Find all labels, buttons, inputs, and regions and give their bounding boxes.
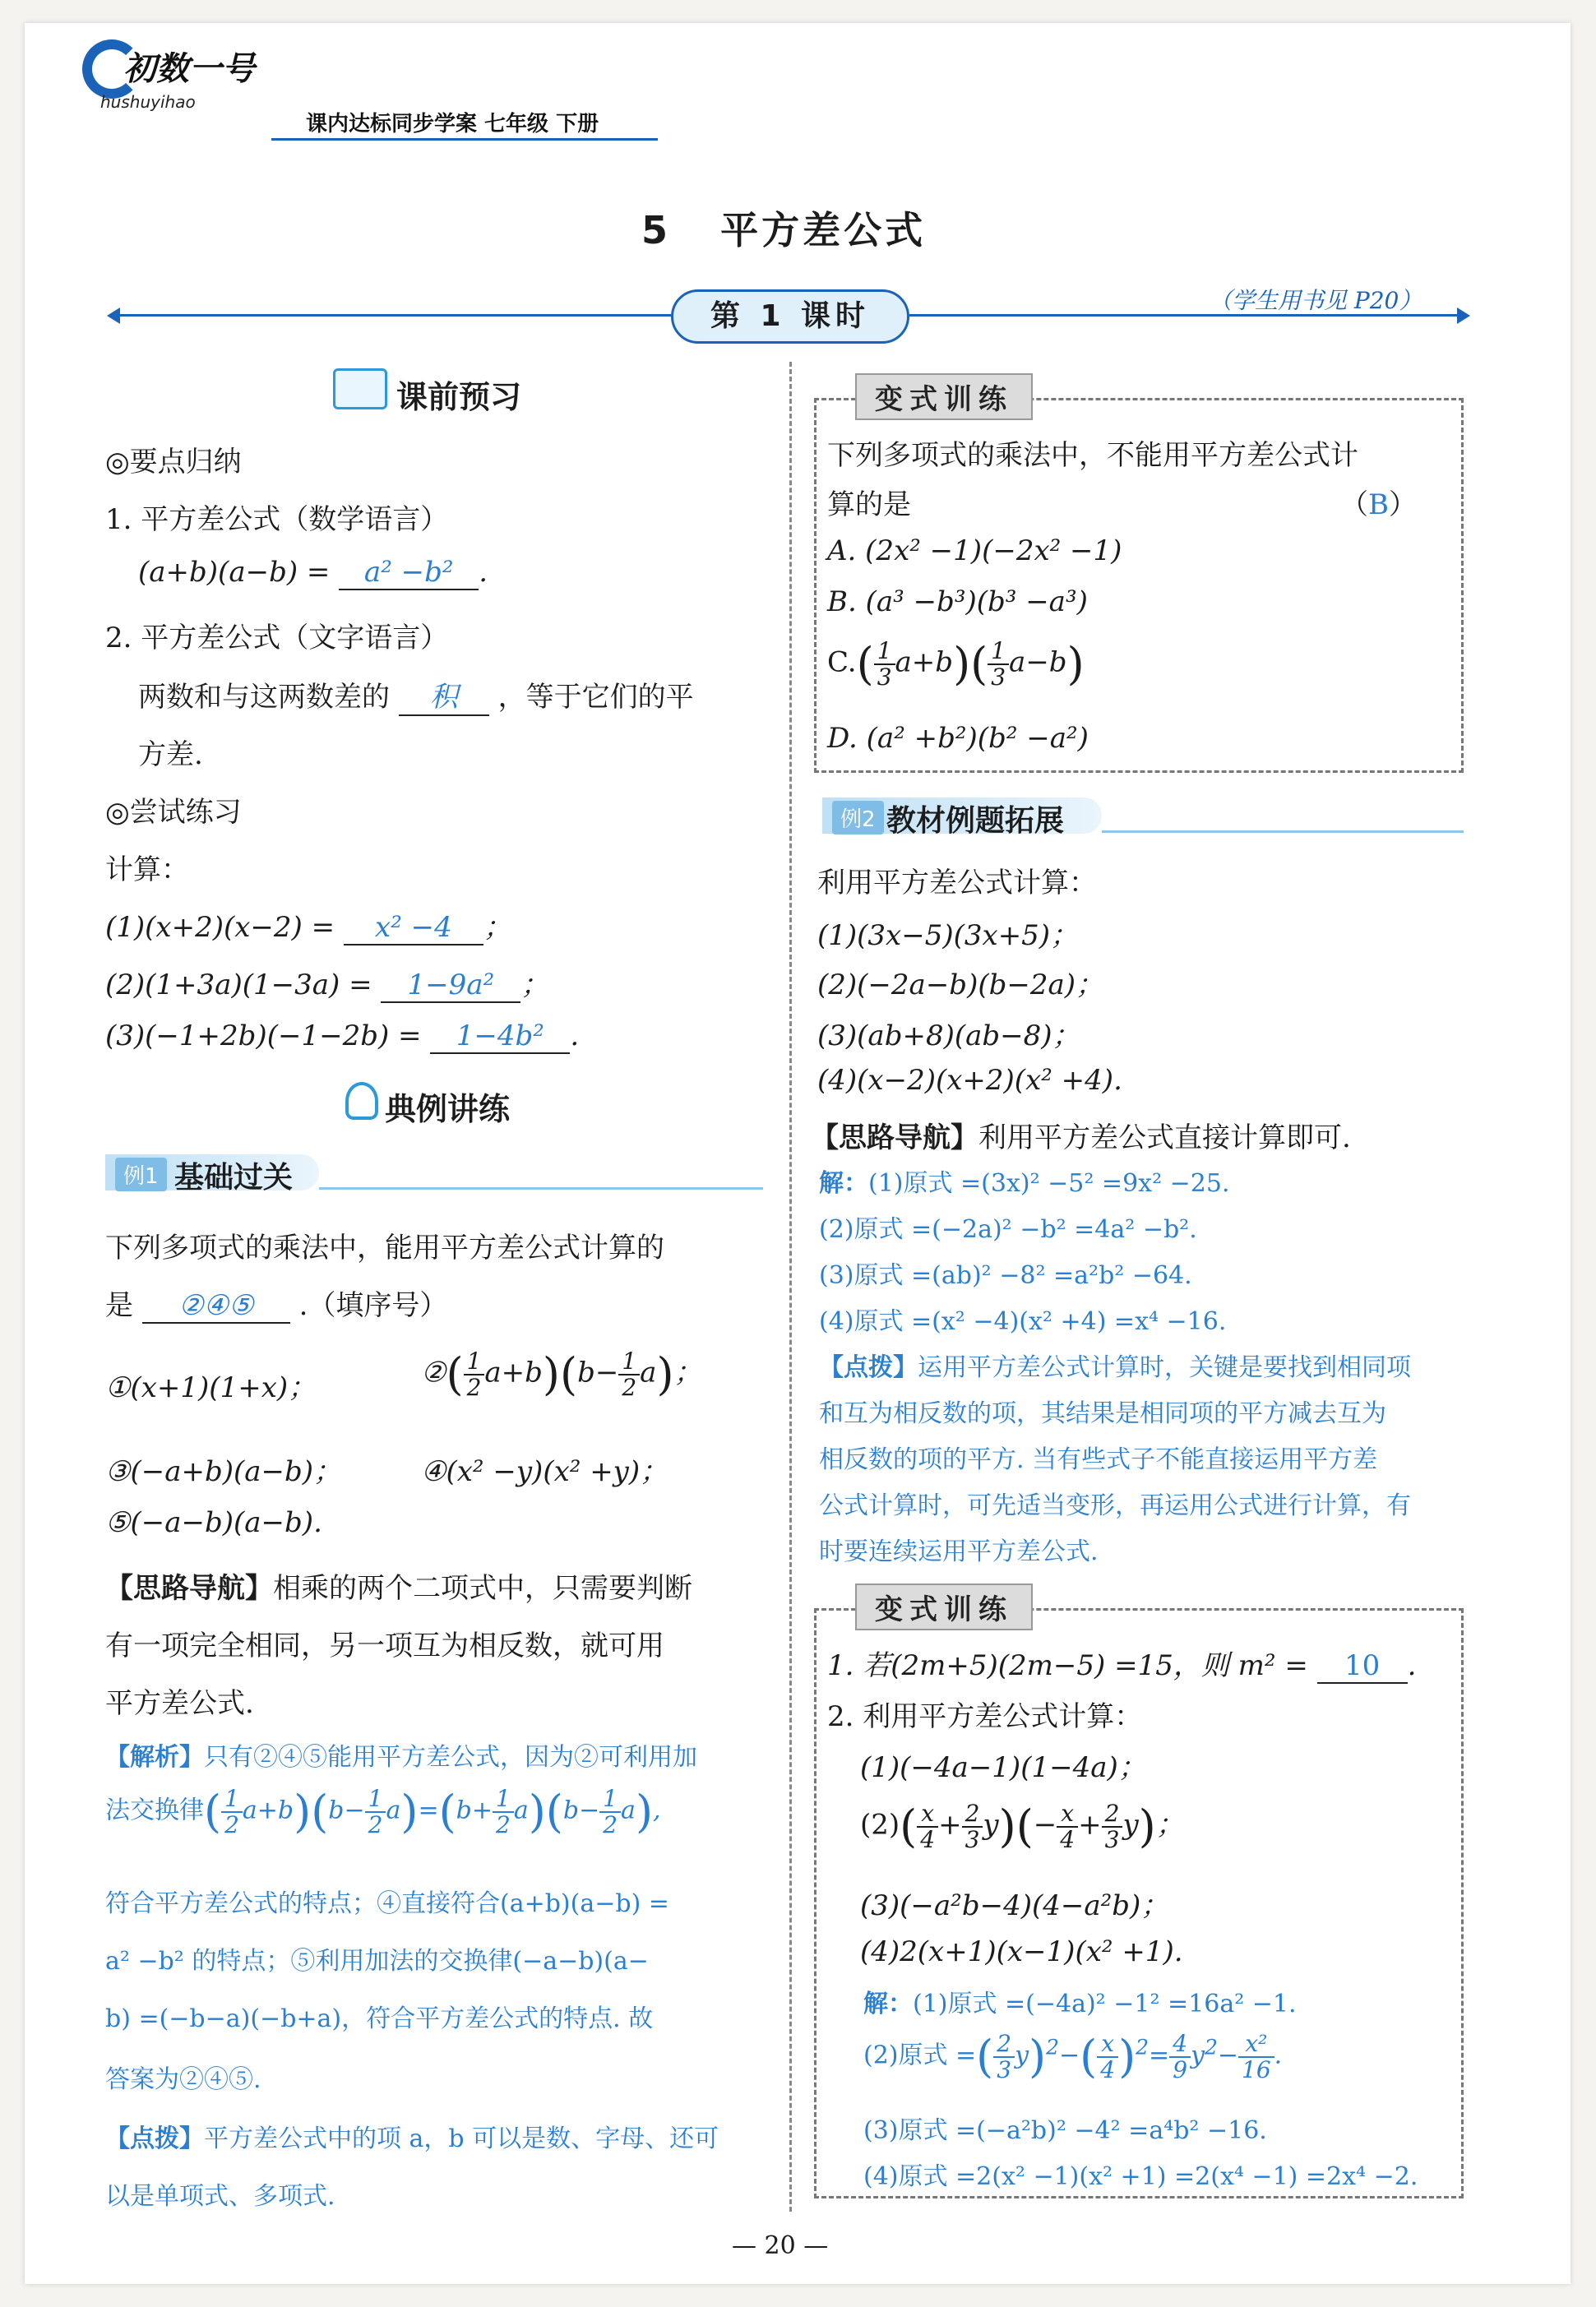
- example-1-option-5: ⑤(−a−b)(a−b).: [105, 1506, 322, 1539]
- example-1-question: 下列多项式的乘法中，能用平方差公式计算的: [105, 1232, 664, 1264]
- chapter-name: 平方差公式: [720, 208, 927, 252]
- example-1-guide-3: 平方差公式.: [105, 1687, 254, 1720]
- series-title: 课内达标同步学案 七年级 下册: [306, 112, 599, 136]
- example-2-item-1: (1)(3x−5)(3x+5)；: [817, 919, 1079, 952]
- page-number: — 20 —: [732, 2231, 829, 2260]
- example-1-analysis-6: 答案为②④⑤.: [105, 2065, 261, 2094]
- example-2-title: 教材例题拓展: [886, 804, 1065, 838]
- example-2-solution-4: (4)原式 =(x² −4)(x² +4) =x⁴ −16.: [819, 1307, 1227, 1336]
- example-2-tip-3: 相反数的项的平方. 当有些式子不能直接运用平方差: [819, 1445, 1378, 1474]
- example-2-tip-5: 时要连续运用平方差公式.: [819, 1537, 1099, 1566]
- example-1-line: [319, 1187, 763, 1190]
- variant-1-option-d: D. (a² +b²)(b² −a²): [827, 722, 1089, 755]
- lesson-reference: （学生用书见 P20）: [1209, 287, 1423, 314]
- try-1-answer: x² −4: [344, 911, 483, 945]
- variant-1-tag: 变式训练: [855, 373, 1033, 420]
- variant-2-solution-1: 解：(1)原式 =(−4a)² −1² =16a² −1.: [863, 1990, 1297, 2018]
- variant-2-item-2: (2)( $\frac{x}{4}$ + $\frac{2}{3}$ y)(− $\frac{x}{4}$ + $\frac{2}{3}$ y)；: [860, 1799, 1184, 1853]
- ribbon-right-arrow-icon: [1457, 307, 1470, 324]
- example-2-tip-4: 公式计算时，可先适当变形，再运用公式进行计算，有: [819, 1491, 1411, 1520]
- example-1-option-3: ③(−a+b)(a−b)；: [105, 1455, 342, 1488]
- key-point-1-answer: a² −b²: [339, 556, 479, 590]
- examples-title: 典例讲练: [385, 1091, 511, 1127]
- key-point-2-end: 方差.: [138, 738, 203, 771]
- example-2-solution-2: (2)原式 =(−2a)² −b² =4a² −b².: [819, 1215, 1197, 1244]
- column-divider: [789, 362, 792, 2212]
- example-1-answer: ②④⑤: [142, 1289, 290, 1324]
- example-1-analysis-3: 符合平方差公式的特点；④直接符合(a+b)(a−b) =: [105, 1889, 669, 1918]
- variant-2-item-4: (4)2(x+1)(x−1)(x² +1).: [860, 1935, 1183, 1968]
- example-1-option-1: ①(x+1)(1+x)；: [105, 1371, 317, 1404]
- try-label: ◎尝试练习: [105, 796, 242, 829]
- example-1-question-2: 是 ②④⑤ .（填序号）: [105, 1289, 448, 1322]
- try-2: (2)(1+3a)(1−3a) = 1−9a² ；: [105, 969, 549, 1001]
- calc-label: 计算：: [105, 853, 189, 886]
- variant-1-question: 下列多项式的乘法中，不能用平方差公式计: [827, 439, 1358, 472]
- key-points-label: ◎要点归纳: [105, 446, 242, 479]
- try-3-answer: 1−4b²: [430, 1019, 570, 1054]
- example-1-analysis: 【解析】只有②④⑤能用平方差公式，因为②可利用加: [105, 1743, 697, 1772]
- variant-2-solution-2: (2)原式 =( $\frac{2}{3}$ y)$^2$−( $\frac{x}{4}$ )$^2$= $\frac{4}{9}$ $y^2-$ $\frac{\text{x²}}{16}$ .: [863, 2029, 1283, 2083]
- example-2-item-3: (3)(ab+8)(ab−8)；: [817, 1019, 1080, 1052]
- example-2-number: 例2: [832, 801, 884, 834]
- variant-1-answer: B: [1368, 488, 1389, 521]
- variant-2-item-3: (3)(−a²b−4)(4−a²b)；: [860, 1889, 1169, 1922]
- try-2-answer: 1−9a²: [381, 969, 520, 1003]
- headset-icon: [345, 1082, 378, 1120]
- example-2-guide: 【思路导航】利用平方差公式直接计算即可.: [811, 1121, 1351, 1154]
- example-2-item-2: (2)(−2a−b)(b−2a)；: [817, 969, 1104, 1001]
- example-2-line: [1102, 830, 1464, 833]
- example-1-tip: 【点拨】平方差公式中的项 a，b 可以是数、字母、还可: [105, 2124, 719, 2153]
- variant-2-solution-3: (3)原式 =(−a²b)² −4² =a⁴b² −16.: [863, 2116, 1267, 2145]
- book-icon: [333, 368, 387, 409]
- key-point-1-formula: (a+b)(a−b) = a² −b² .: [138, 556, 488, 589]
- example-1-analysis-4: a² −b² 的特点；⑤利用加法的交换律(−a−b)(a−: [105, 1947, 649, 1976]
- variant-2-tag: 变式训练: [855, 1583, 1033, 1630]
- variant-1-option-c: C.( $\frac{1}{3}$ a+b)( $\frac{1}{3}$ a−b): [827, 636, 1085, 691]
- key-point-2-answer: 积: [399, 674, 489, 716]
- logo-text: 初数一号: [123, 50, 255, 88]
- key-point-2-text: 两数和与这两数差的 积 ，等于它们的平: [138, 674, 694, 716]
- ribbon-line-left: [120, 314, 671, 317]
- logo-pinyin: hushuyihao: [100, 92, 196, 112]
- variant-2-question-2: 2. 利用平方差公式计算：: [827, 1700, 1143, 1733]
- example-1-analysis-2: 法交换律( $\frac{1}{2}$ a+b)(b− $\frac{1}{2}$ a)=(b+ $\frac{1}{2}$ a)(b− $\frac{1}{2}$ a),: [105, 1784, 661, 1838]
- example-2-item-4: (4)(x−2)(x+2)(x² +4).: [817, 1064, 1122, 1097]
- variant-1-question-2: 算的是: [827, 488, 911, 521]
- preview-title: 课前预习: [396, 379, 522, 415]
- example-1-analysis-5: b) =(−b−a)(−b+a)，符合平方差公式的特点. 故: [105, 2004, 654, 2033]
- lesson-ribbon: 第 1 课时: [671, 289, 909, 344]
- example-1-option-4: ④(x² −y)(x² +y)；: [421, 1455, 668, 1488]
- variant-1-option-a: A. (2x² −1)(−2x² −1): [827, 534, 1122, 567]
- variant-2-question-1: 1. 若(2m+5)(2m−5) =15，则 m² = 10 .: [827, 1649, 1417, 1682]
- example-1-option-2: ②( $\frac{1}{2}$ a+b)(b− $\frac{1}{2}$ a)；: [421, 1347, 702, 1401]
- header-underline: [271, 138, 658, 141]
- variant-1-answer-bracket: （B）: [1340, 488, 1417, 521]
- key-point-1-label: 1. 平方差公式（数学语言）: [105, 503, 449, 536]
- example-2-solution-3: (3)原式 =(ab)² −8² =a²b² −64.: [819, 1261, 1192, 1290]
- example-2-solution-1: 解：(1)原式 =(3x)² −5² =9x² −25.: [819, 1169, 1230, 1198]
- example-1-title: 基础过关: [174, 1161, 294, 1195]
- example-2-tip: 【点拨】运用平方差公式计算时，关键是要找到相同项: [819, 1353, 1411, 1382]
- example-2-tip-2: 和互为相反数的项，其结果是相同项的平方减去互为: [819, 1399, 1386, 1428]
- variant-1-option-b: B. (a³ −b³)(b³ −a³): [827, 585, 1088, 618]
- variant-2-answer-1: 10: [1317, 1649, 1408, 1684]
- variant-2-solution-4: (4)原式 =2(x² −1)(x² +1) =2(x⁴ −1) =2x⁴ −2.: [863, 2162, 1418, 2191]
- key-point-2-label: 2. 平方差公式（文字语言）: [105, 622, 449, 654]
- example-1-guide-2: 有一项完全相同，另一项互为相反数，就可用: [105, 1630, 664, 1662]
- variant-2-item-1: (1)(−4a−1)(1−4a)；: [860, 1751, 1146, 1784]
- chapter-number: 5: [641, 208, 672, 252]
- example-2-question: 利用平方差公式计算：: [817, 867, 1097, 899]
- example-1-number: 例1: [115, 1158, 167, 1191]
- example-1-tip-2: 以是单项式、多项式.: [105, 2182, 335, 2211]
- try-3: (3)(−1+2b)(−1−2b) = 1−4b² .: [105, 1019, 580, 1052]
- chapter-title: [641, 201, 926, 255]
- try-1: (1)(x+2)(x−2) = x² −4 ；: [105, 911, 511, 944]
- example-1-guide: 【思路导航】相乘的两个二项式中，只需要判断: [105, 1572, 692, 1605]
- ribbon-left-arrow-icon: [107, 307, 120, 324]
